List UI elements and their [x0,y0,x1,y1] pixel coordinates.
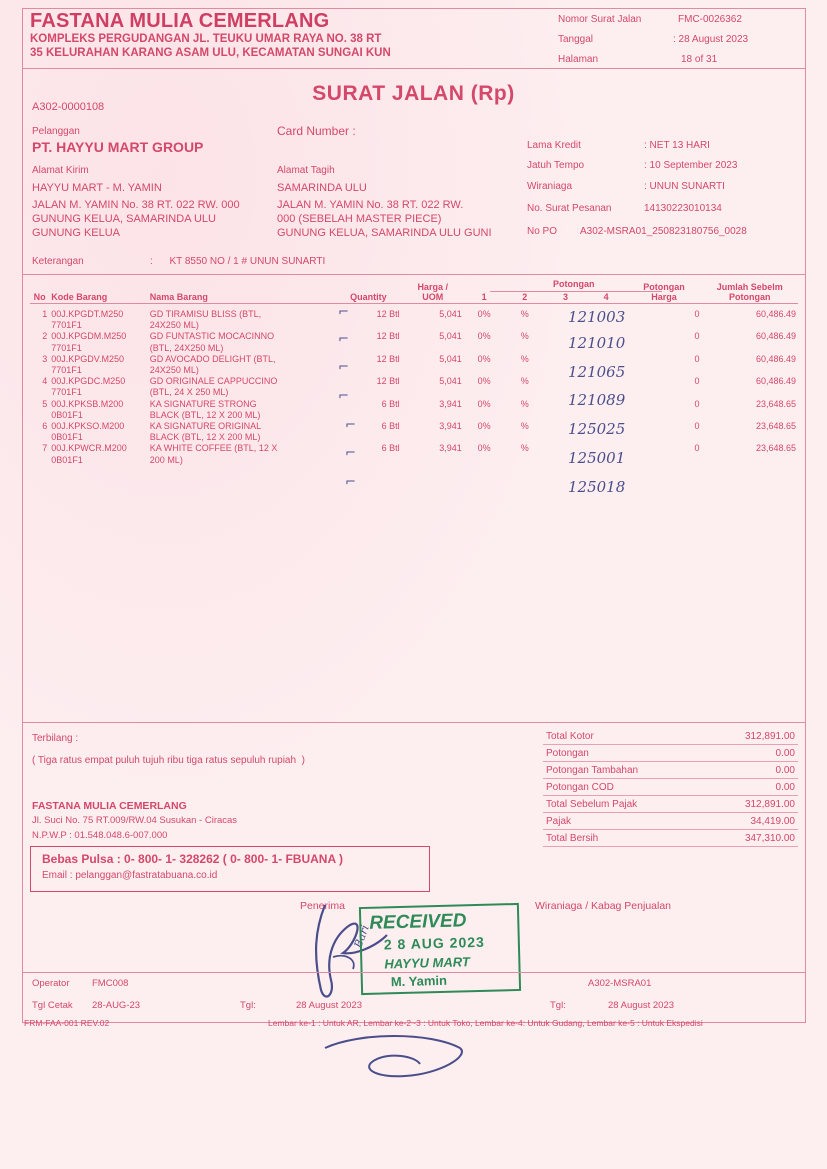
col-potongan-harga-line1: Potongan [643,282,685,292]
total-sebelum-pajak-value: 312,891.00 [705,796,798,813]
operator-label: Operator [32,978,70,989]
cell-nama2: (BTL, 24 X 250 ML) [149,387,229,398]
cell-kode: 00J.KPGDC.M250 [51,376,126,387]
wiraniaga-label: Wiraniaga [527,181,573,192]
pelanggan-label: Pelanggan [32,126,80,137]
company-address-line2: 35 KELURAHAN KARANG ASAM ULU, KECAMATAN SUNGAI KUN [30,47,391,59]
col-jumlah-line1: Jumlah Sebelm [716,282,783,292]
cell-kode2: 0B01F1 [51,432,83,443]
handwritten-check-2: ⌐ [338,332,349,347]
tgl-cetak-label: Tgl Cetak [32,1000,73,1011]
penerima-label: Penerima [300,900,345,912]
handwritten-check-3: ⌐ [338,360,349,375]
cell-kode2: 7701F1 [51,387,82,398]
lama-kredit-value: : NET 13 HARI [644,140,710,151]
col-potongan-3: 3 [545,281,586,304]
cell-pot2: % [520,421,529,432]
alamat-kirim-label: Alamat Kirim [32,165,89,176]
alamat-kirim-line-3: GUNUNG KELUA, SAMARINDA ULU [32,213,216,225]
cell-potongan-harga: 0 [694,443,700,454]
cell-pot2: % [520,353,529,364]
email-text: Email : pelanggan@fastratabuana.co.id [42,870,218,881]
cell-jumlah: 23,648.65 [755,398,796,409]
cell-potongan-harga: 0 [694,376,700,387]
alamat-tagih-line-2: JALAN M. YAMIN No. 38 RT. 022 RW. [277,199,464,211]
alamat-tagih-line-1: SAMARINDA ULU [277,182,367,194]
cell-pot1: 0% [477,353,491,364]
cell-harga: 3,941 [439,421,462,432]
jatuh-tempo-label: Jatuh Tempo [527,160,585,171]
cell-nama: KA WHITE COFFEE (BTL, 12 X [149,443,278,454]
jatuh-tempo-value: : 10 September 2023 [644,160,738,171]
cell-nama2: 24X250 ML) [149,365,199,376]
cell-kode2: 7701F1 [51,320,82,331]
stamp-store-name: HAYYU MART [384,954,471,972]
wiraniaga-value: : UNUN SUNARTI [644,181,725,192]
tgl-cetak-value: 28-AUG-23 [92,1000,141,1011]
handwritten-note-row-1: 121003 [568,308,626,326]
alamat-tagih-line-3: 000 (SEBELAH MASTER PIECE) [277,213,442,225]
tanggal-label: Tanggal [558,34,594,45]
stamp-date: 2 8 AUG 2023 [383,933,486,953]
handwritten-note-row-6: 125001 [568,449,626,467]
potongan-value: 0.00 [705,745,798,762]
cell-harga: 5,041 [439,309,462,319]
form-code: FRM-FAA-001 REV.02 [24,1018,110,1028]
lembar-note: Lembar ke-1 : Untuk AR, Lembar ke-2~3 : Untuk Toko, Lembar ke-4: Untuk Gudang, Lembar ke-5 : Untuk Ekspedisi [268,1018,703,1028]
col-potongan-harga-line2: Harga [651,292,677,302]
tgl-label-right: Tgl: [550,1000,566,1011]
bebas-pulsa-text: Bebas Pulsa : 0- 800- 1- 328262 ( 0- 800- 1- FBUANA ) [42,852,344,866]
totals-table [543,728,798,847]
terbilang-label: Terbilang : [32,733,79,744]
cell-nama2: (BTL, 24X250 ML) [149,342,224,353]
table-row [30,343,798,354]
handwritten-note-row-2: 121010 [568,334,626,352]
table-row [30,376,798,387]
cell-kode: 00J.KPGDV.M250 [51,353,124,364]
cell-harga: 5,041 [439,353,462,364]
table-top-divider [22,274,806,275]
cell-no: 3 [42,353,48,364]
totals-row [543,813,798,830]
tanggal-value: : 28 August 2023 [673,34,749,45]
handwritten-note-row-7: 125018 [568,478,626,496]
col-no: No [30,281,49,304]
alamat-tagih-line-4: GUNUNG KELUA, SAMARINDA ULU GUNI [277,227,492,239]
keterangan-label: Keterangan [32,256,84,267]
table-row [30,421,798,432]
wiraniaga-kabag-label: Wiraniaga / Kabag Penjualan [535,900,672,912]
handwritten-note-row-5: 125025 [568,420,626,438]
company-name: FASTANA MULIA CEMERLANG [30,10,330,32]
totals-row [543,728,798,745]
col-jumlah [701,281,798,304]
cell-qty: 12 Btl [376,309,400,319]
col-quantity: Quantity [335,281,401,304]
table-row [30,432,798,443]
col-potongan-1: 1 [464,281,505,304]
page-title: SURAT JALAN (Rp) [312,82,515,105]
cell-nama: GD FUNTASTIC MOCACINNO [149,331,275,342]
table-row [30,331,798,342]
no-po-label: No PO [527,226,558,237]
cell-harga: 3,941 [439,443,462,454]
cell-harga: 5,041 [439,376,462,387]
cell-pot1: 0% [477,309,491,319]
handwritten-note-row-4: 121089 [568,391,626,409]
cell-pot2: % [520,331,529,342]
no-surat-pesanan-label: No. Surat Pesanan [527,203,612,214]
lama-kredit-label: Lama Kredit [527,140,581,151]
branch-code: A302-MSRA01 [588,978,652,989]
col-nama-barang: Nama Barang [148,281,335,304]
cell-nama: KA SIGNATURE ORIGINAL [149,421,262,432]
tgl-label-left: Tgl: [240,1000,256,1011]
cell-kode: 00J.KPGDT.M250 [51,309,124,319]
handwritten-check-5: ⌐ [345,418,356,433]
tgl-value-left: 28 August 2023 [296,1000,363,1011]
keterangan-value: : KT 8550 NO / 1 # UNUN SUNARTI [150,256,326,267]
cell-nama2: 24X250 ML) [149,320,199,331]
cell-qty: 12 Btl [376,353,400,364]
received-stamp [359,903,521,995]
alamat-kirim-line-4: GUNUNG KELUA [32,227,121,239]
cell-no: 1 [42,309,48,319]
col-potongan-harga [627,281,702,304]
alamat-tagih-label: Alamat Tagih [277,165,335,176]
nomor-surat-jalan-value: FMC-0026362 [678,14,742,25]
cell-kode: 00J.KPKSB.M200 [51,398,124,409]
cell-jumlah: 60,486.49 [755,309,796,319]
company-address-line1: KOMPLEKS PERGUDANGAN JL. TEUKU UMAR RAYA NO. 38 RT [30,33,382,45]
cell-nama2: BLACK (BTL, 12 X 200 ML) [149,432,261,443]
footer-top-divider [22,722,806,723]
cell-nama: GD ORIGINALE CAPPUCCINO [149,376,278,387]
cell-qty: 6 Btl [381,398,400,409]
table-row [30,309,798,320]
cell-kode: 00J.KPGDM.M250 [51,331,127,342]
table-row [30,365,798,376]
signature-scribble-bottom [320,1030,480,1090]
cell-pot1: 0% [477,376,491,387]
col-harga-uom [402,281,464,304]
items-table [30,281,798,466]
cell-nama2: 200 ML) [149,454,183,465]
col-harga-line2: UOM [422,292,444,302]
cell-no: 4 [42,376,48,387]
no-surat-pesanan-value: 14130223010134 [644,203,722,214]
footer-npwp: N.P.W.P : 01.548.048.6-007.000 [32,830,168,841]
document-code: A302-0000108 [32,101,105,113]
cell-kode2: 7701F1 [51,342,82,353]
col-potongan-4: 4 [586,281,627,304]
bottom-divider [22,972,806,973]
cell-pot2: % [520,376,529,387]
cell-nama: GD TIRAMISU BLISS (BTL, [149,309,262,319]
cell-jumlah: 23,648.65 [755,421,796,432]
card-number-label: Card Number : [277,124,356,138]
nomor-surat-jalan-label: Nomor Surat Jalan [558,14,642,25]
handwritten-check-6: ⌐ [345,446,356,461]
col-kode-barang: Kode Barang [49,281,148,304]
operator-value: FMC008 [92,978,129,989]
cell-qty: 6 Btl [381,443,400,454]
cell-harga: 3,941 [439,398,462,409]
signature-initial: Bari [351,923,372,950]
cell-potongan-harga: 0 [694,421,700,432]
cell-kode2: 7701F1 [51,365,82,376]
total-bersih-value: 347,310.00 [705,830,798,847]
cell-pot2: % [520,443,529,454]
potongan-tambahan-value: 0.00 [705,762,798,779]
cell-no: 2 [42,331,48,342]
cell-kode: 00J.KPKSO.M200 [51,421,125,432]
table-row [30,387,798,398]
totals-row [543,745,798,762]
cell-pot1: 0% [477,331,491,342]
table-row [30,443,798,454]
cell-nama: KA SIGNATURE STRONG [149,398,257,409]
alamat-kirim-line-1: HAYYU MART - M. YAMIN [32,182,162,194]
terbilang-value: ( Tiga ratus empat puluh tujuh ribu tiga ratus sepuluh rupiah ) [32,755,305,766]
cell-pot1: 0% [477,421,491,432]
table-row [30,410,798,421]
potongan-tambahan-label: Potongan Tambahan [543,762,705,779]
cell-pot1: 0% [477,443,491,454]
potongan-group-header: Potongan [553,279,595,289]
totals-row [543,830,798,847]
totals-row [543,779,798,796]
cell-no: 6 [42,421,48,432]
potongan-label: Potongan [543,745,705,762]
cell-pot2: % [520,309,529,319]
potongan-cod-value: 0.00 [705,779,798,796]
handwritten-note-row-3: 121065 [568,363,626,381]
cell-pot1: 0% [477,398,491,409]
halaman-label: Halaman [558,54,599,65]
header-divider [22,68,806,69]
table-row [30,455,798,466]
potongan-cod-label: Potongan COD [543,779,705,796]
col-harga-line1: Harga / [417,282,448,292]
handwritten-check-1: ⌐ [338,305,349,320]
cell-kode2: 0B01F1 [51,454,83,465]
cell-pot2: % [520,398,529,409]
cell-qty: 12 Btl [376,376,400,387]
handwritten-check-7: ⌐ [345,475,356,490]
cell-qty: 6 Btl [381,421,400,432]
footer-company-address: Jl. Suci No. 75 RT.009/RW.04 Susukan - Ciracas [32,815,238,826]
cell-jumlah: 23,648.65 [755,443,796,454]
cell-potongan-harga: 0 [694,398,700,409]
cell-jumlah: 60,486.49 [755,353,796,364]
cell-qty: 12 Btl [376,331,400,342]
items-table-header-row [30,281,798,304]
pajak-value: 34,419.00 [705,813,798,830]
cell-jumlah: 60,486.49 [755,331,796,342]
cell-no: 5 [42,398,48,409]
cell-potongan-harga: 0 [694,331,700,342]
totals-row [543,796,798,813]
cell-harga: 5,041 [439,331,462,342]
table-row [30,399,798,410]
handwritten-check-4: ⌐ [338,389,349,404]
total-bersih-label: Total Bersih [543,830,705,847]
pelanggan-value: PT. HAYYU MART GROUP [32,139,204,155]
cell-kode2: 0B01F1 [51,409,83,420]
pajak-label: Pajak [543,813,705,830]
total-sebelum-pajak-label: Total Sebelum Pajak [543,796,705,813]
cell-nama2: BLACK (BTL, 12 X 200 ML) [149,409,261,420]
cell-jumlah: 60,486.49 [755,376,796,387]
table-row [30,354,798,365]
no-po-value: A302-MSRA01_250823180756_0028 [580,226,747,237]
col-jumlah-line2: Potongan [728,292,771,302]
footer-company-name: FASTANA MULIA CEMERLANG [32,800,187,812]
halaman-value: 18 of 31 [681,54,718,65]
cell-kode: 00J.KPWCR.M200 [51,443,127,454]
cell-nama: GD AVOCADO DELIGHT (BTL, [149,353,276,364]
table-row [30,320,798,331]
col-potongan-2: 2 [504,281,545,304]
stamp-received-text: RECEIVED [369,910,467,934]
cell-potongan-harga: 0 [694,309,700,319]
tgl-value-right: 28 August 2023 [608,1000,675,1011]
totals-row [543,762,798,779]
cell-potongan-harga: 0 [694,353,700,364]
alamat-kirim-line-2: JALAN M. YAMIN No. 38 RT. 022 RW. 000 [32,199,240,211]
cell-no: 7 [42,443,48,454]
total-kotor-label: Total Kotor [543,728,705,745]
stamp-person-name: M. Yamin [390,972,448,990]
total-kotor-value: 312,891.00 [705,728,798,745]
